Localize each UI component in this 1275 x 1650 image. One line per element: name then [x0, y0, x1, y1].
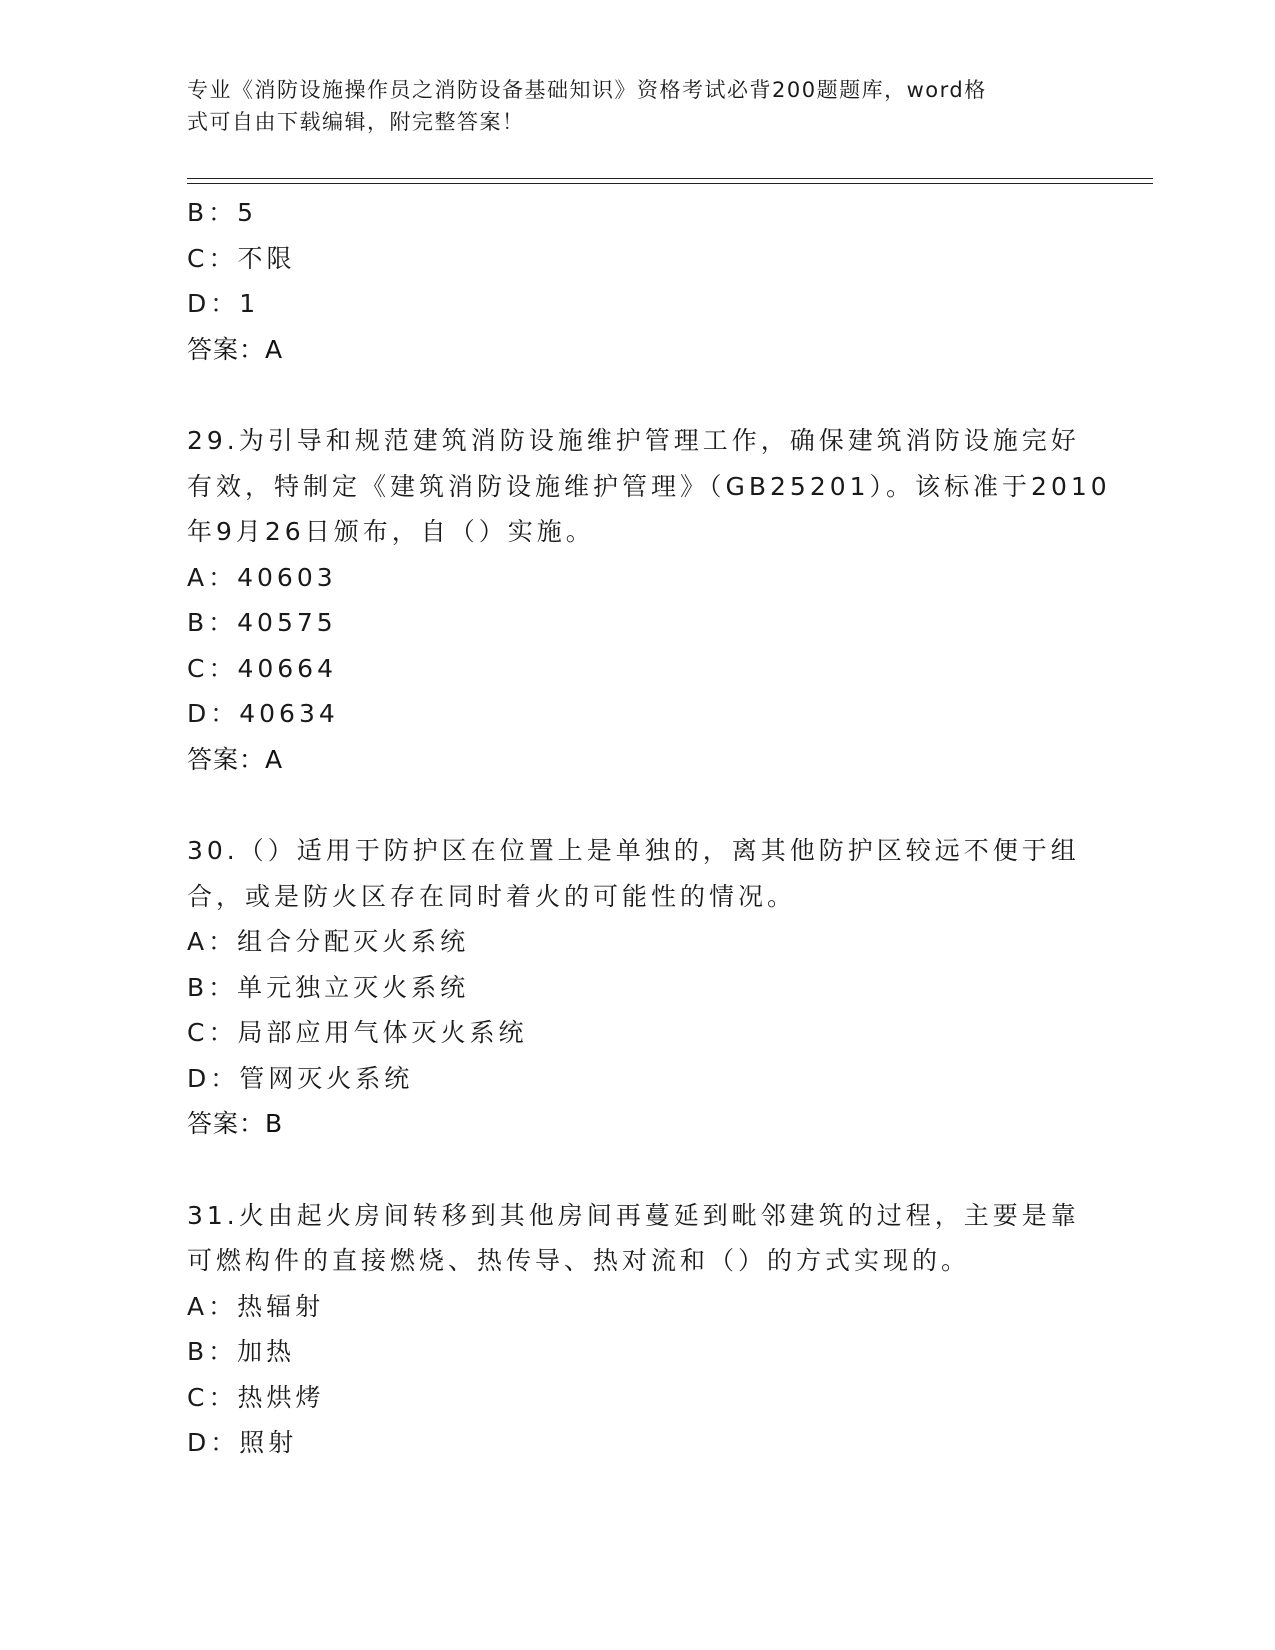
header-divider-bottom — [187, 183, 1153, 184]
option-d: D：1 — [187, 289, 260, 318]
question-stem-line: 合，或是防火区存在同时着火的可能性的情况。 — [187, 881, 797, 911]
option-a: A：热辐射 — [187, 1291, 325, 1321]
question-stem-line: 30.（）适用于防护区在位置上是单独的，离其他防护区较远不便于组 — [187, 836, 1080, 865]
option-c: C：40664 — [187, 653, 337, 683]
option-b: B：5 — [187, 198, 258, 227]
option-d: D：照射 — [187, 1428, 298, 1457]
answer-line: 答案：B — [187, 1109, 284, 1138]
header-line-2: 式可自由下载编辑，附完整答案！ — [187, 110, 525, 134]
header-line-1: 专业《消防设施操作员之消防设备基础知识》资格考试必背200题题库，word格 — [187, 78, 987, 102]
option-b: B：40575 — [187, 608, 337, 637]
question-block-30 — [187, 828, 1087, 1147]
question-stem-line: 29.为引导和规范建筑消防设施维护管理工作，确保建筑消防设施完好 — [187, 426, 1080, 455]
question-block-31 — [187, 1193, 1087, 1466]
question-stem-line: 可燃构件的直接燃烧、热传导、热对流和（）的方式实现的。 — [187, 1246, 971, 1275]
option-c: C：局部应用气体灭火系统 — [187, 1018, 528, 1047]
question-stem-line: 31.火由起火房间转移到其他房间再蔓延到毗邻建筑的过程，主要是靠 — [187, 1200, 1080, 1230]
option-a: A：组合分配灭火系统 — [187, 927, 470, 956]
option-d: D：40634 — [187, 699, 339, 728]
answer-line: 答案：A — [187, 744, 284, 774]
question-content — [187, 190, 1111, 1466]
option-c: C：热烘烤 — [187, 1382, 325, 1412]
option-c: C：不限 — [187, 243, 296, 273]
question-stem-line: 有效，特制定《建筑消防设施维护管理》（GB25201）。该标准于2010 — [187, 471, 1111, 501]
answer-line: 答案：A — [187, 334, 284, 364]
option-a: A：40603 — [187, 562, 337, 592]
question-stem-line: 年9月26日颁布，自（）实施。 — [187, 517, 595, 546]
option-d: D：管网灭火系统 — [187, 1063, 414, 1093]
document-header — [187, 74, 1087, 138]
question-block-28-tail — [187, 190, 1087, 372]
header-divider-top — [187, 178, 1153, 179]
option-b: B：加热 — [187, 1337, 296, 1366]
question-block-29 — [187, 418, 1111, 782]
option-b: B：单元独立灭火系统 — [187, 972, 470, 1002]
